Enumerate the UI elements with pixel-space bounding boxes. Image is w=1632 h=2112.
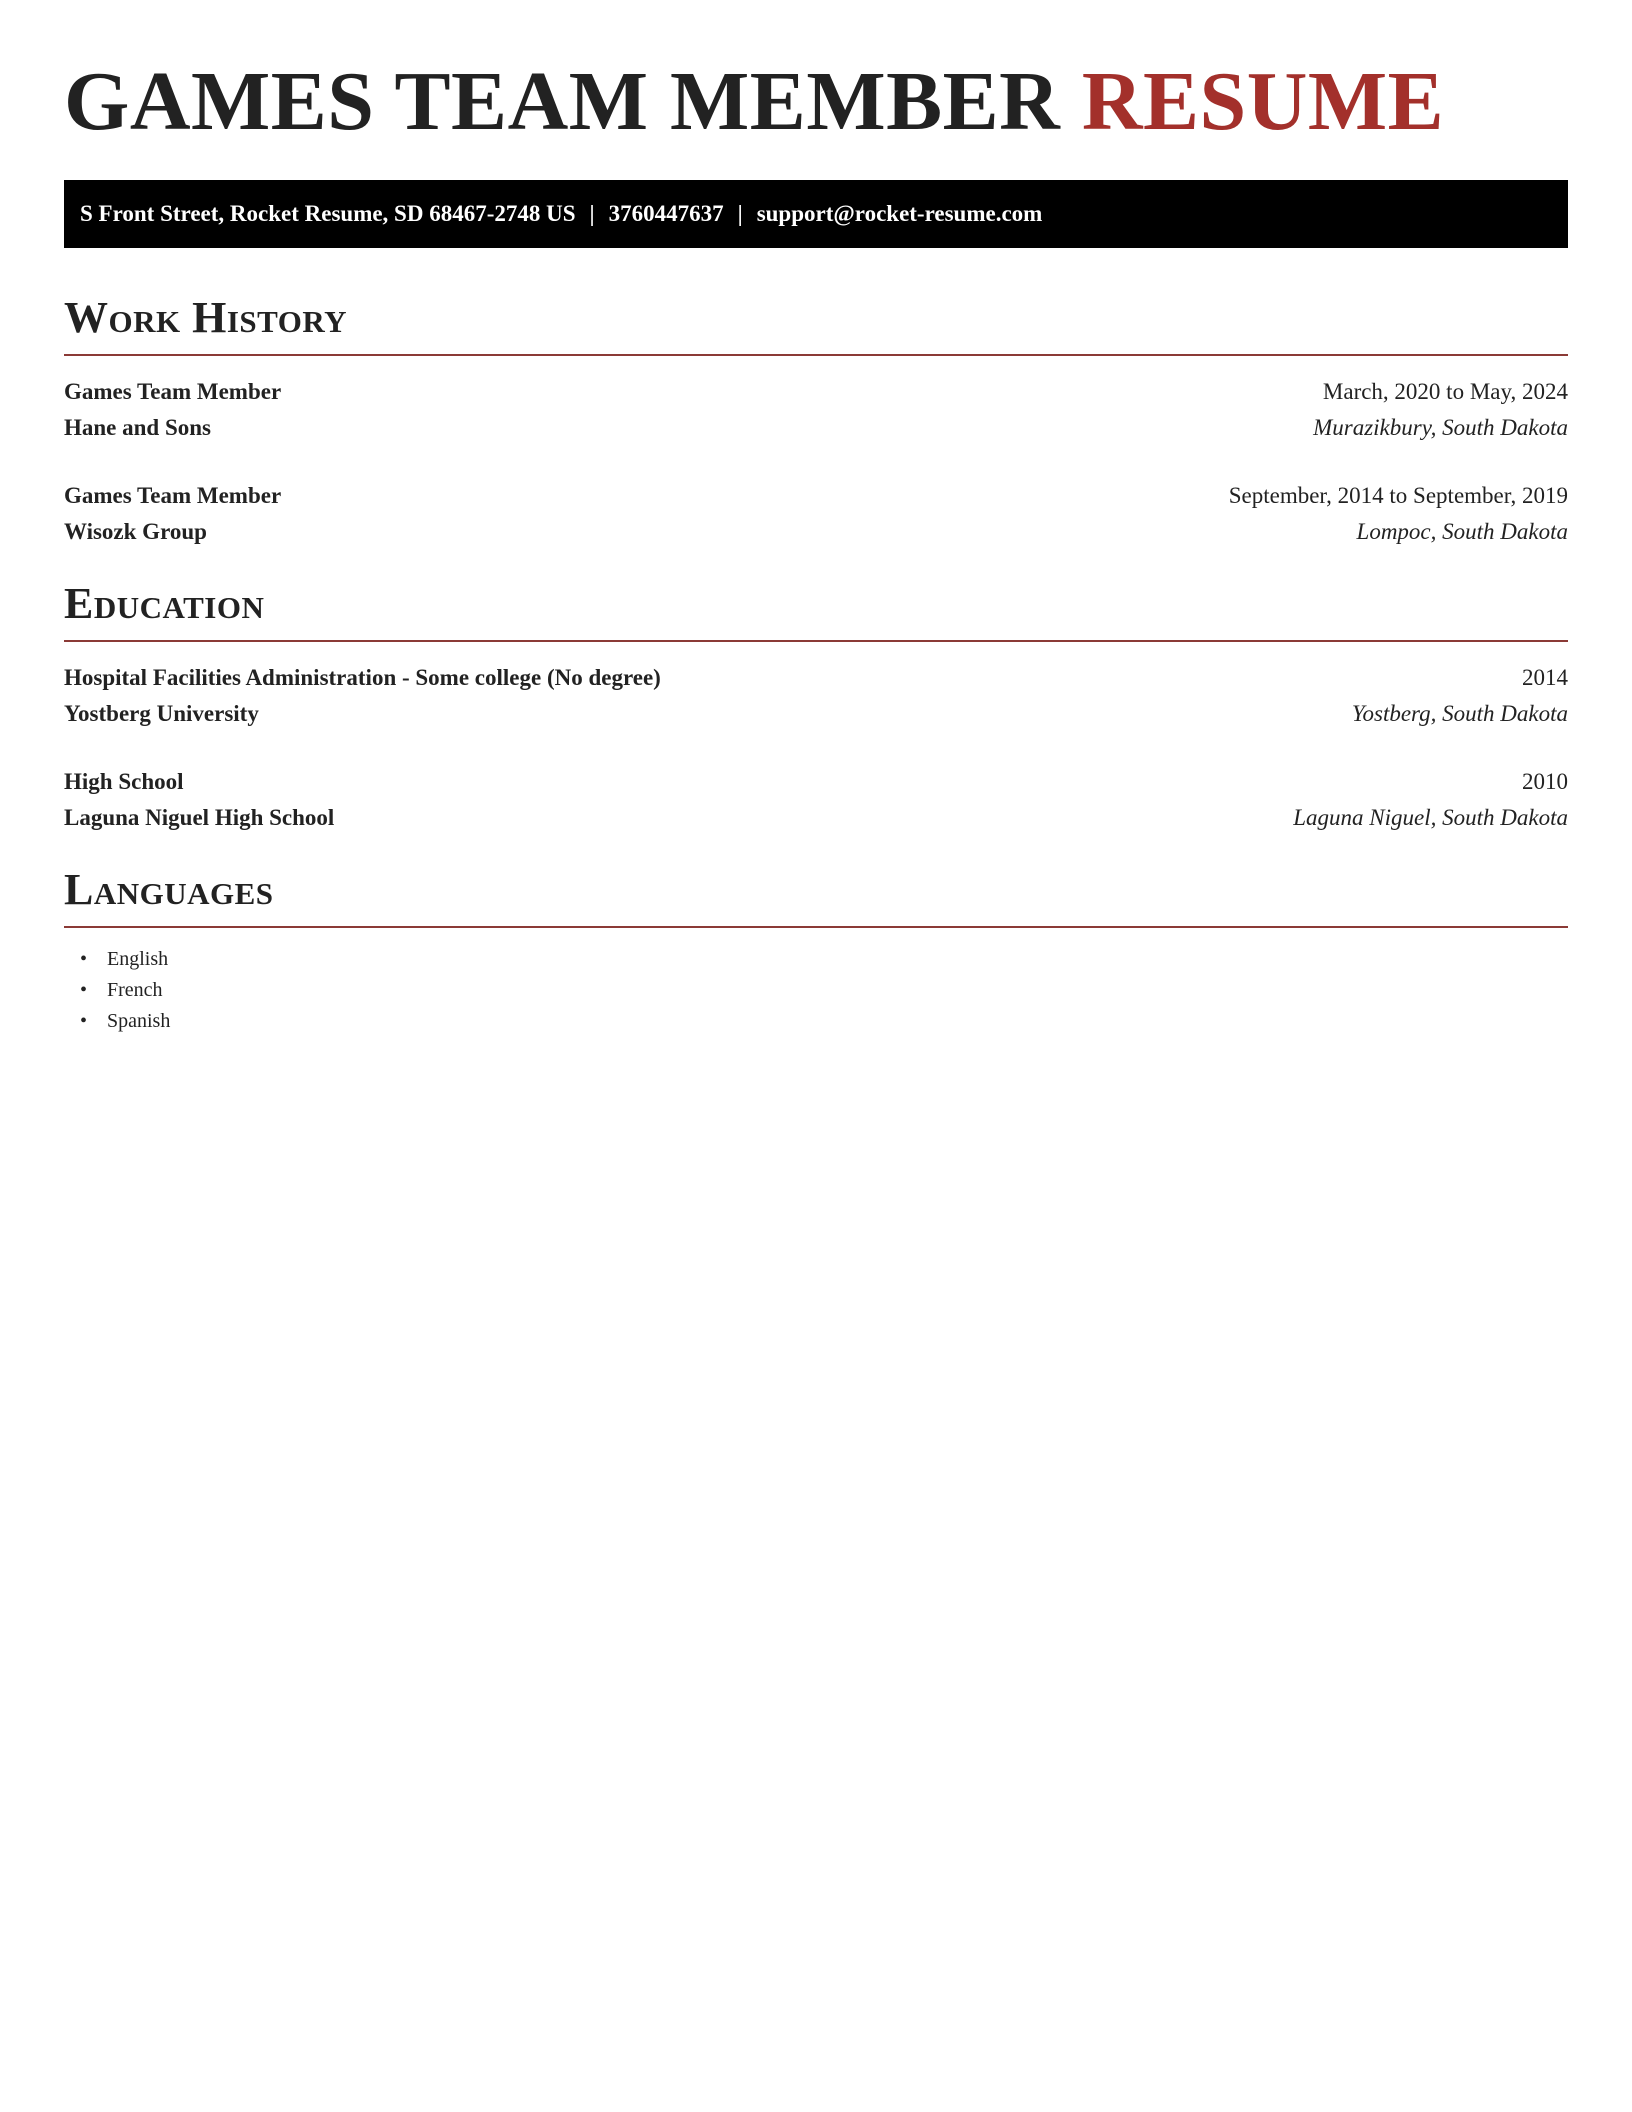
languages-list [64, 944, 1568, 1037]
job-title: Games Team Member [64, 379, 282, 404]
work-entry [64, 374, 1568, 446]
title-main: GAMES TEAM MEMBER [64, 55, 1061, 148]
bullet-icon: • [80, 979, 88, 1001]
section-divider [64, 926, 1568, 928]
resume-page [0, 0, 1632, 1037]
contact-address: S Front Street, Rocket Resume, SD 68467-2748 US [80, 201, 576, 226]
contact-separator: | [589, 201, 595, 226]
work-history-heading: Work History [64, 293, 348, 342]
language-label: Spanish [107, 1010, 171, 1032]
contact-phone: 3760447637 [608, 201, 724, 226]
school-location: Yostberg, South Dakota [1351, 701, 1568, 726]
list-item [80, 944, 1568, 975]
page-title [64, 50, 1568, 148]
school-name: Laguna Niguel High School [64, 805, 335, 830]
section-divider [64, 354, 1568, 356]
list-item [80, 1006, 1568, 1037]
job-location: Murazikbury, South Dakota [1313, 415, 1568, 440]
contact-bar [64, 180, 1568, 248]
job-title: Games Team Member [64, 483, 282, 508]
job-location: Lompoc, South Dakota [1356, 519, 1568, 544]
section-divider [64, 640, 1568, 642]
company-name: Wisozk Group [64, 519, 207, 544]
bullet-icon: • [80, 948, 88, 970]
language-label: French [107, 979, 163, 1001]
school-name: Yostberg University [64, 701, 259, 726]
education-entry [64, 660, 1568, 732]
education-heading: Education [64, 579, 265, 628]
bullet-icon: • [80, 1010, 88, 1032]
education-entry [64, 764, 1568, 836]
contact-separator: | [737, 201, 743, 226]
job-dates: March, 2020 to May, 2024 [1322, 379, 1568, 404]
degree-name: High School [64, 769, 184, 794]
languages-heading: Languages [64, 865, 274, 914]
graduation-year: 2010 [1522, 769, 1568, 794]
job-dates: September, 2014 to September, 2019 [1228, 483, 1568, 508]
contact-email: support@rocket-resume.com [756, 201, 1043, 226]
graduation-year: 2014 [1522, 665, 1568, 690]
work-entry [64, 478, 1568, 550]
list-item [80, 975, 1568, 1006]
degree-name: Hospital Facilities Administration - Some college (No degree) [64, 665, 661, 690]
language-label: English [107, 948, 169, 970]
company-name: Hane and Sons [64, 415, 212, 440]
school-location: Laguna Niguel, South Dakota [1293, 805, 1568, 830]
title-accent: RESUME [1081, 55, 1445, 148]
